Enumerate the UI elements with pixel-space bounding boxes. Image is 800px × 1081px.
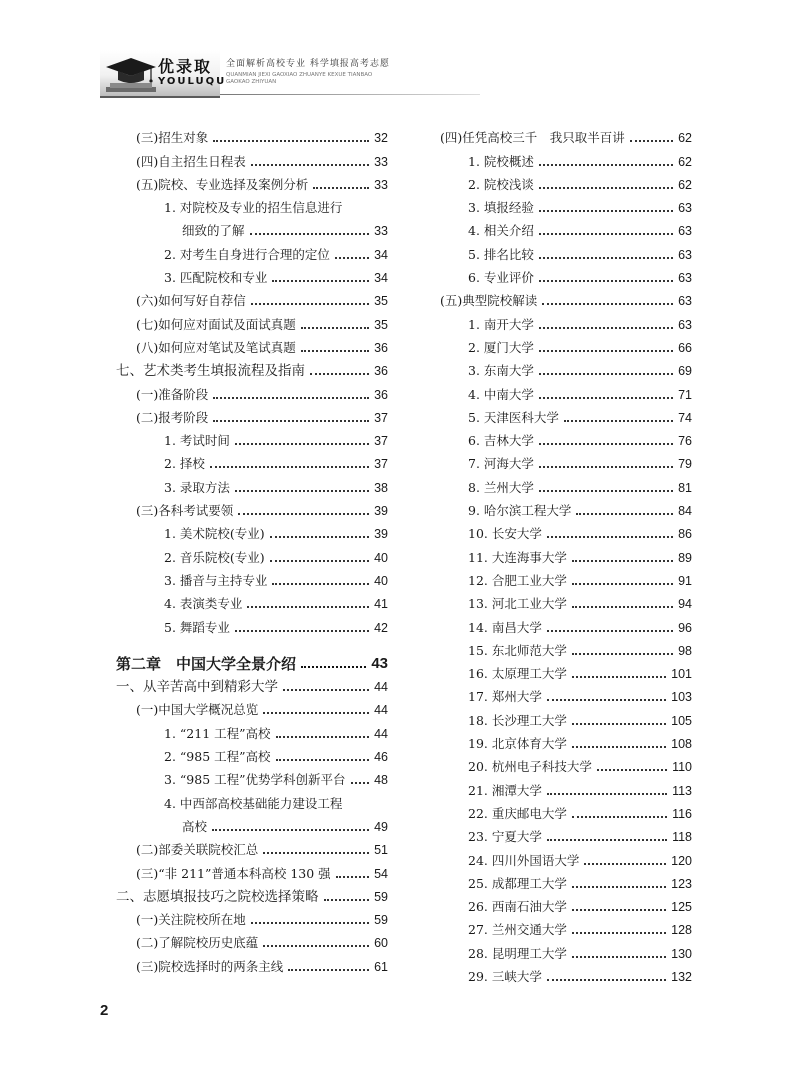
toc-entry-page: 81 — [678, 480, 692, 495]
toc-entry-title: 11. 大连海事大学 — [468, 549, 567, 565]
toc-entry-page: 96 — [678, 620, 692, 635]
toc-entry[interactable] — [116, 541, 388, 564]
dot-leader — [539, 327, 673, 329]
toc-entry-title: 1. 美术院校(专业) — [164, 526, 265, 542]
dot-leader — [547, 536, 673, 538]
toc-entry[interactable] — [440, 518, 692, 541]
header-pinyin: QUANMIAN JIEXI GAOXIAO ZHUANYE KEXUE TIANBAO GAOKAO ZHIYUAN — [226, 72, 373, 85]
toc-entry-page: 33 — [374, 154, 388, 169]
toc-entry-title: 10. 长安大学 — [468, 526, 542, 542]
toc-entry[interactable] — [116, 834, 388, 857]
dot-leader — [572, 909, 666, 911]
toc-entry[interactable] — [116, 122, 388, 145]
toc-entry[interactable] — [116, 169, 388, 192]
dot-leader — [547, 979, 666, 981]
toc-right-column — [440, 122, 692, 984]
toc-entry-page: 74 — [678, 410, 692, 425]
dot-leader — [572, 560, 673, 562]
toc-entry[interactable] — [440, 495, 692, 518]
toc-entry-page: 132 — [671, 969, 692, 984]
toc-entry-title: 5. 排名比较 — [468, 246, 534, 262]
toc-entry[interactable] — [440, 378, 692, 401]
toc-entry-page: 63 — [678, 271, 692, 286]
toc-entry-title: (三)“非 211”普通本科高校 130 强 — [136, 865, 331, 881]
dot-leader — [539, 164, 673, 166]
toc-entry-page: 118 — [672, 830, 692, 845]
toc-entry-page: 36 — [374, 340, 388, 355]
toc-entry[interactable] — [116, 378, 388, 401]
toc-entry-title: 24. 四川外国语大学 — [468, 852, 580, 868]
toc-entry-title: 1. “211 工程”高校 — [164, 725, 271, 741]
toc-entry[interactable] — [116, 285, 388, 308]
toc-entry-title: 3. 东南大学 — [468, 363, 534, 379]
toc-entry[interactable] — [440, 565, 692, 588]
toc-chapter-entry[interactable] — [116, 648, 388, 671]
toc-entry-page: 63 — [678, 294, 692, 309]
toc-entry[interactable] — [440, 914, 692, 937]
toc-entry-page: 37 — [374, 434, 388, 449]
toc-entry-page: 69 — [678, 364, 692, 379]
toc-entry-title: 19. 北京体育大学 — [468, 736, 567, 752]
toc-entry-title: 2. 对考生自身进行合理的定位 — [164, 246, 330, 262]
toc-entry-page: 44 — [374, 726, 388, 741]
toc-entry[interactable] — [116, 811, 388, 834]
toc-entry[interactable] — [440, 821, 692, 844]
toc-entry-title: 3. “985 工程”优势学科创新平台 — [164, 772, 346, 788]
dot-leader — [539, 257, 673, 259]
toc-entry[interactable] — [116, 425, 388, 448]
dot-leader — [238, 513, 369, 515]
toc-entry-page: 62 — [678, 177, 692, 192]
toc-entry[interactable] — [440, 448, 692, 471]
toc-entry-page: 61 — [374, 959, 388, 974]
dot-leader — [572, 886, 666, 888]
toc-entry-title: 4. 中西部高校基础能力建设工程 — [164, 795, 343, 811]
toc-entry-title: (六)如何写好自荐信 — [136, 293, 246, 309]
toc-left-column — [116, 122, 388, 974]
dot-leader — [210, 466, 369, 468]
dot-leader — [263, 945, 369, 947]
toc-entry-title: 4. 表演类专业 — [164, 596, 243, 612]
toc-entry-page: 71 — [678, 387, 692, 402]
dot-leader — [584, 863, 666, 865]
dot-leader — [597, 769, 667, 771]
toc-entry-page: 79 — [678, 457, 692, 472]
toc-entry[interactable] — [440, 308, 692, 331]
dot-leader — [276, 736, 370, 738]
toc-entry-page: 40 — [374, 550, 388, 565]
toc-entry[interactable] — [116, 950, 388, 973]
dot-leader — [235, 630, 369, 632]
toc-entry-title: 18. 长沙理工大学 — [468, 712, 567, 728]
dot-leader — [288, 969, 369, 971]
toc-entry-title: 3. 播音与主持专业 — [164, 572, 268, 588]
toc-entry[interactable] — [116, 717, 388, 740]
toc-entry[interactable] — [440, 844, 692, 867]
toc-entry[interactable] — [116, 881, 388, 904]
dot-leader — [572, 653, 673, 655]
toc-entry-title: 28. 昆明理工大学 — [468, 945, 567, 961]
toc-entry-title: 第二章 中国大学全景介绍 — [116, 654, 297, 673]
dot-leader — [336, 876, 369, 878]
dot-leader — [539, 443, 673, 445]
toc-entry-page: 128 — [671, 923, 692, 938]
toc-entry[interactable] — [440, 658, 692, 681]
dot-leader — [272, 280, 369, 282]
toc-entry-title: 2. 择校 — [164, 456, 205, 472]
toc-entry-title: (三)招生对象 — [136, 130, 209, 146]
dot-leader — [235, 443, 369, 445]
toc-entry-page: 37 — [374, 457, 388, 472]
dot-leader — [539, 397, 673, 399]
toc-entry[interactable] — [116, 192, 388, 215]
dot-leader — [547, 793, 667, 795]
toc-entry[interactable] — [440, 704, 692, 727]
dot-leader — [335, 257, 369, 259]
toc-entry-title: 27. 兰州交通大学 — [468, 922, 567, 938]
toc-entry-page: 35 — [374, 317, 388, 332]
toc-entry[interactable] — [440, 332, 692, 355]
dot-leader — [572, 583, 673, 585]
toc-entry[interactable] — [116, 332, 388, 355]
toc-entry-page: 48 — [374, 773, 388, 788]
toc-entry-page: 44 — [374, 680, 388, 695]
dot-leader — [251, 164, 369, 166]
dot-leader — [539, 187, 673, 189]
toc-entry[interactable] — [440, 471, 692, 494]
toc-entry[interactable] — [116, 787, 388, 810]
dot-leader — [276, 759, 370, 761]
toc-entry-page: 37 — [374, 410, 388, 425]
toc-entry-title: (四)自主招生日程表 — [136, 153, 246, 169]
brand-name-en: YOULUQU — [158, 76, 227, 87]
toc-entry[interactable] — [440, 122, 692, 145]
toc-entry-title: 20. 杭州电子科技大学 — [468, 759, 592, 775]
dot-leader — [212, 829, 369, 831]
toc-entry-page: 89 — [678, 550, 692, 565]
dot-leader — [283, 689, 369, 691]
toc-entry-page: 103 — [671, 690, 692, 705]
toc-entry[interactable] — [440, 588, 692, 611]
dot-leader — [542, 303, 673, 305]
toc-entry[interactable] — [116, 495, 388, 518]
dot-leader — [572, 932, 666, 934]
toc-entry-title: (一)准备阶段 — [136, 386, 209, 402]
toc-entry-title: (四)任凭高校三千 我只取半百讲 — [440, 130, 625, 146]
toc-entry[interactable] — [116, 145, 388, 168]
toc-entry-page: 91 — [678, 573, 692, 588]
toc-entry-page: 59 — [374, 913, 388, 928]
toc-entry[interactable] — [440, 798, 692, 821]
toc-entry-title: 15. 东北师范大学 — [468, 642, 567, 658]
toc-entry[interactable] — [440, 238, 692, 261]
toc-entry-page: 35 — [374, 294, 388, 309]
dot-leader — [572, 723, 666, 725]
toc-entry[interactable] — [116, 611, 388, 634]
brand-name-cn: 优录取 — [158, 57, 213, 76]
toc-entry[interactable] — [440, 192, 692, 215]
toc-entry-page: 34 — [374, 271, 388, 286]
toc-entry-title: 3. 录取方法 — [164, 479, 230, 495]
toc-entry-title: 25. 成都理工大学 — [468, 875, 567, 891]
toc-entry-title: (三)院校选择时的两条主线 — [136, 958, 284, 974]
toc-entry[interactable] — [116, 448, 388, 471]
toc-entry-title: 6. 吉林大学 — [468, 433, 534, 449]
dot-leader — [539, 373, 673, 375]
toc-entry-page: 34 — [374, 247, 388, 262]
toc-entry[interactable] — [440, 961, 692, 984]
toc-entry[interactable] — [116, 355, 388, 378]
dot-leader — [572, 746, 666, 748]
toc-entry-title: 5. 天津医科大学 — [468, 409, 559, 425]
toc-entry[interactable] — [116, 741, 388, 764]
toc-entry-page: 42 — [374, 620, 388, 635]
toc-entry-page: 39 — [374, 527, 388, 542]
toc-entry-title: (二)部委关联院校汇总 — [136, 842, 259, 858]
toc-entry-title: (二)了解院校历史底蕴 — [136, 935, 259, 951]
toc-entry-page: 110 — [672, 760, 692, 775]
toc-entry-page: 62 — [678, 131, 692, 146]
dot-leader — [270, 536, 369, 538]
toc-entry-page: 43 — [371, 654, 388, 672]
toc-entry-title: 4. 相关介绍 — [468, 223, 534, 239]
toc-entry[interactable] — [440, 402, 692, 425]
toc-entry-title: 2. 厦门大学 — [468, 339, 534, 355]
toc-entry[interactable] — [116, 857, 388, 880]
toc-entry-page: 86 — [678, 527, 692, 542]
toc-entry-page: 105 — [671, 713, 692, 728]
toc-entry-title: 七、艺术类考生填报流程及指南 — [116, 363, 305, 380]
dot-leader — [539, 210, 673, 212]
toc-entry-page: 123 — [671, 876, 692, 891]
dot-leader — [547, 699, 666, 701]
toc-entry[interactable] — [440, 262, 692, 285]
toc-entry-title: 17. 郑州大学 — [468, 689, 542, 705]
toc-entry[interactable] — [440, 681, 692, 704]
page-header — [100, 50, 700, 100]
toc-entry-title: (五)院校、专业选择及案例分析 — [136, 176, 309, 192]
dot-leader — [213, 397, 369, 399]
dot-leader — [351, 782, 370, 784]
toc-entry-title: 1. 考试时间 — [164, 433, 230, 449]
toc-entry-title: (三)各科考试要领 — [136, 503, 234, 519]
toc-entry-page: 38 — [374, 480, 388, 495]
toc-entry-title: 22. 重庆邮电大学 — [468, 805, 567, 821]
toc-entry-page: 108 — [671, 737, 692, 752]
dot-leader — [213, 140, 369, 142]
toc-entry[interactable] — [116, 402, 388, 425]
toc-entry[interactable] — [440, 751, 692, 774]
toc-entry[interactable] — [116, 565, 388, 588]
toc-entry-title: (七)如何应对面试及面试真题 — [136, 316, 296, 332]
dot-leader — [324, 899, 370, 901]
toc-entry-page: 130 — [671, 946, 692, 961]
toc-entry-title: 6. 专业评价 — [468, 270, 534, 286]
dot-leader — [630, 140, 673, 142]
brand-logo — [100, 50, 227, 98]
toc-entry-page: 113 — [672, 783, 692, 798]
toc-entry-page: 120 — [671, 853, 692, 868]
toc-entry[interactable] — [440, 355, 692, 378]
toc-entry-title: 2. 音乐院校(专业) — [164, 549, 265, 565]
toc-entry-page: 46 — [374, 750, 388, 765]
dot-leader — [572, 816, 667, 818]
toc-entry-title: 21. 湘潭大学 — [468, 782, 542, 798]
toc-entry-page: 54 — [374, 866, 388, 881]
toc-entry-page: 32 — [374, 131, 388, 146]
dot-leader — [263, 852, 369, 854]
toc-entry[interactable] — [440, 891, 692, 914]
toc-entry-title: 1. 南开大学 — [468, 316, 534, 332]
toc-entry-page: 33 — [374, 177, 388, 192]
dot-leader — [539, 280, 673, 282]
toc-entry-page: 94 — [678, 597, 692, 612]
toc-entry-page: 63 — [678, 317, 692, 332]
toc-entry[interactable] — [116, 588, 388, 611]
toc-entry-page: 33 — [374, 224, 388, 239]
toc-entry[interactable] — [116, 215, 388, 238]
toc-entry-page: 41 — [374, 597, 388, 612]
toc-entry[interactable] — [440, 541, 692, 564]
toc-entry-title: 二、志愿填报技巧之院校选择策略 — [116, 888, 319, 905]
toc-entry[interactable] — [116, 238, 388, 261]
toc-entry-title: (八)如何应对笔试及笔试真题 — [136, 339, 296, 355]
toc-entry-page: 101 — [671, 667, 692, 682]
toc-entry-page: 36 — [374, 387, 388, 402]
dot-leader — [564, 420, 673, 422]
toc-entry-page: 62 — [678, 154, 692, 169]
dot-leader — [547, 839, 667, 841]
toc-entry-page: 63 — [678, 224, 692, 239]
toc-entry-title: 2. “985 工程”高校 — [164, 749, 271, 765]
toc-entry[interactable] — [116, 927, 388, 950]
toc-entry[interactable] — [440, 868, 692, 891]
toc-entry[interactable] — [440, 635, 692, 658]
toc-entry[interactable] — [116, 518, 388, 541]
dot-leader — [572, 676, 666, 678]
dot-leader — [539, 233, 673, 235]
toc-entry-page: 66 — [678, 340, 692, 355]
toc-entry-title: 高校 — [182, 818, 208, 834]
dot-leader — [213, 420, 369, 422]
toc-entry[interactable] — [116, 764, 388, 787]
toc-entry-title: 12. 合肥工业大学 — [468, 572, 567, 588]
toc-entry[interactable] — [116, 904, 388, 927]
dot-leader — [250, 233, 370, 235]
toc-entry[interactable] — [116, 471, 388, 494]
toc-entry-title: 3. 填报经验 — [468, 200, 534, 216]
graduation-cap-icon — [104, 54, 158, 94]
toc-entry-page: 98 — [678, 643, 692, 658]
toc-entry-title: 细致的了解 — [182, 223, 245, 239]
dot-leader — [572, 606, 673, 608]
toc-entry-page: 116 — [672, 806, 692, 821]
toc-entry[interactable] — [440, 145, 692, 168]
dot-leader — [301, 327, 369, 329]
dot-leader — [539, 490, 673, 492]
toc-entry-page: 63 — [678, 201, 692, 216]
toc-entry-page: 36 — [374, 364, 388, 379]
toc-entry-title: (一)中国大学概况总览 — [136, 702, 259, 718]
dot-leader — [247, 606, 369, 608]
toc-entry[interactable] — [116, 308, 388, 331]
toc-entry-page: 44 — [374, 703, 388, 718]
toc-entry[interactable] — [116, 671, 388, 694]
dot-leader — [576, 513, 673, 515]
toc-entry-title: 3. 匹配院校和专业 — [164, 270, 268, 286]
toc-entry-title: 13. 河北工业大学 — [468, 596, 567, 612]
toc-entry-title: 4. 中南大学 — [468, 386, 534, 402]
toc-entry-title: 16. 太原理工大学 — [468, 666, 567, 682]
toc-entry-page: 60 — [374, 936, 388, 951]
header-divider — [220, 94, 480, 95]
dot-leader — [235, 490, 369, 492]
dot-leader — [270, 560, 369, 562]
toc-entry-page: 125 — [671, 900, 692, 915]
toc-entry-title: (二)报考阶段 — [136, 409, 209, 425]
toc-entry[interactable] — [440, 425, 692, 448]
toc-entry-title: 一、从辛苦高中到精彩大学 — [116, 679, 278, 696]
toc-entry-page: 76 — [678, 434, 692, 449]
dot-leader — [539, 466, 673, 468]
toc-entry[interactable] — [440, 774, 692, 797]
toc-entry-title: 29. 三峡大学 — [468, 968, 542, 984]
dot-leader — [251, 922, 369, 924]
dot-leader — [301, 666, 366, 668]
toc-entry[interactable] — [440, 169, 692, 192]
dot-leader — [301, 350, 369, 352]
dot-leader — [539, 350, 673, 352]
toc-entry-title: 26. 西南石油大学 — [468, 899, 567, 915]
toc-entry-title: 5. 舞蹈专业 — [164, 619, 230, 635]
dot-leader — [313, 187, 369, 189]
dot-leader — [251, 303, 369, 305]
toc-entry-title: 8. 兰州大学 — [468, 479, 534, 495]
toc-entry-title: 1. 对院校及专业的招生信息进行 — [164, 200, 343, 216]
toc-entry-title: 23. 宁夏大学 — [468, 829, 542, 845]
toc-entry-title: 7. 河海大学 — [468, 456, 534, 472]
toc-entry[interactable] — [440, 215, 692, 238]
toc-entry-page: 59 — [374, 889, 388, 904]
toc-entry[interactable] — [116, 262, 388, 285]
dot-leader — [572, 956, 666, 958]
toc-entry[interactable] — [440, 611, 692, 634]
toc-entry-title: 9. 哈尔滨工程大学 — [468, 503, 572, 519]
toc-entry-page: 84 — [678, 504, 692, 519]
dot-leader — [263, 712, 369, 714]
toc-entry-title: (五)典型院校解读 — [440, 293, 538, 309]
toc-entry-title: (一)关注院校所在地 — [136, 912, 246, 928]
toc-entry-page: 39 — [374, 504, 388, 519]
toc-entry-page: 49 — [374, 819, 388, 834]
toc-entry[interactable] — [440, 728, 692, 751]
toc-entry[interactable] — [440, 285, 692, 308]
toc-entry-page: 51 — [374, 843, 388, 858]
dot-leader — [272, 583, 369, 585]
toc-entry[interactable] — [116, 694, 388, 717]
toc-entry-page: 40 — [374, 573, 388, 588]
toc-entry-title: 14. 南昌大学 — [468, 619, 542, 635]
toc-entry-title: 1. 院校概述 — [468, 153, 534, 169]
dot-leader — [547, 630, 673, 632]
header-slogan: 全面解析高校专业 科学填报高考志愿 — [226, 59, 390, 69]
toc-entry[interactable] — [440, 937, 692, 960]
toc-entry-page: 63 — [678, 247, 692, 262]
toc-entry-title: 2. 院校浅谈 — [468, 176, 534, 192]
dot-leader — [310, 373, 369, 375]
page-number: 2 — [100, 1002, 109, 1019]
